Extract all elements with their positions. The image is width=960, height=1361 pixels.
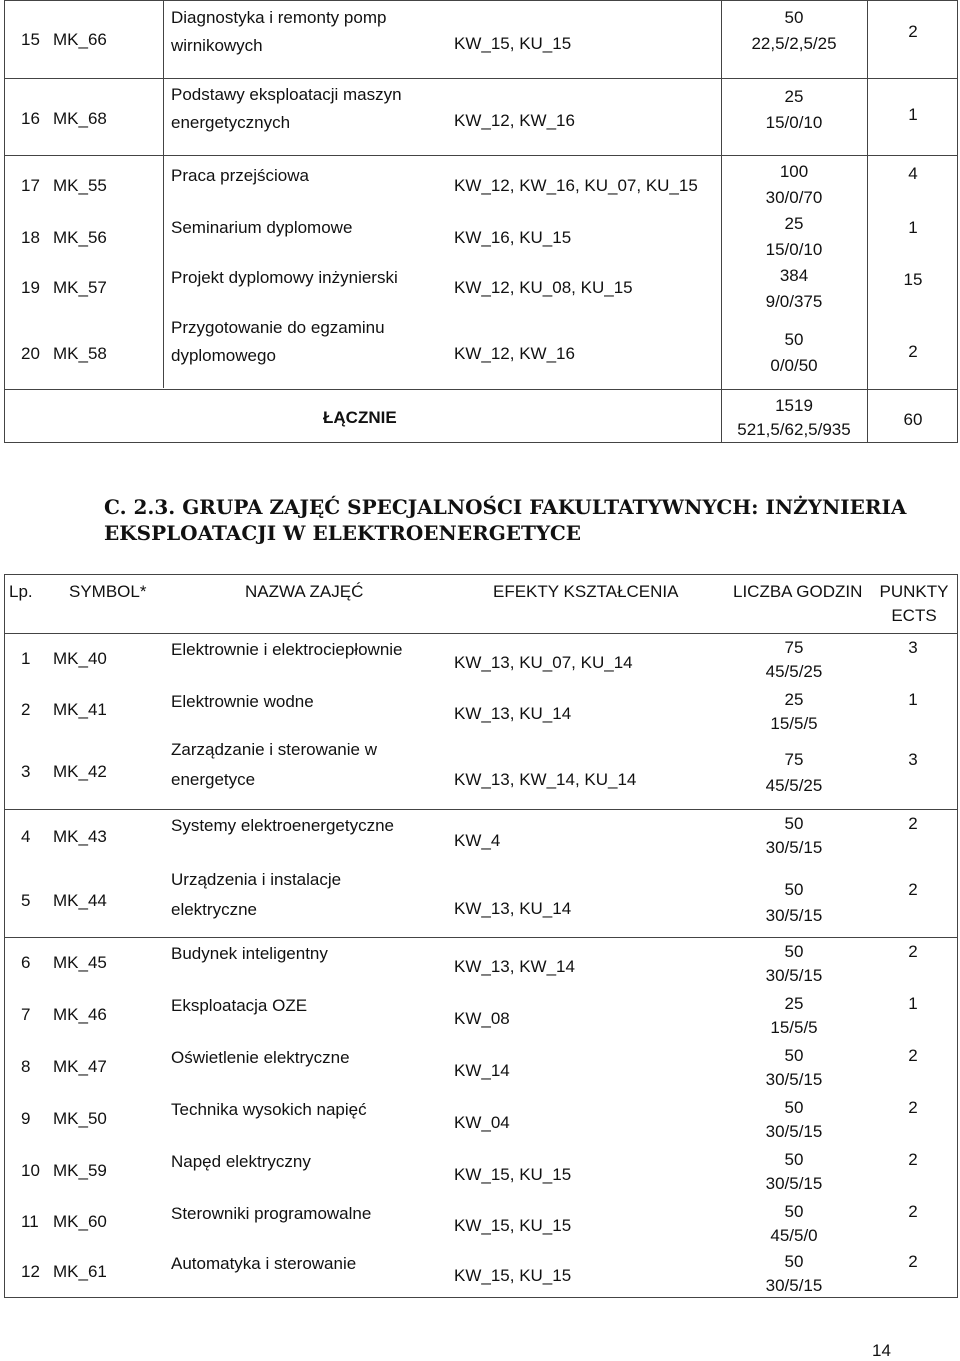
row-effects: KW_08 — [454, 1009, 510, 1028]
row-hours-total: 384 — [779, 266, 809, 285]
row-effects: KW_12, KW_16 — [454, 344, 575, 363]
header-ects-line2: ECTS — [891, 606, 937, 625]
top-table — [4, 0, 958, 443]
row-ects: 2 — [908, 1252, 918, 1271]
row-hours-total: 25 — [784, 214, 804, 233]
row-name-line2: energetyce — [171, 770, 256, 789]
row-name-line1: Systemy elektroenergetyczne — [171, 816, 394, 835]
row-symbol: MK_61 — [53, 1262, 107, 1281]
row-effects: KW_15, KU_15 — [454, 34, 572, 53]
table-row — [5, 1093, 959, 1145]
row-symbol: MK_43 — [53, 827, 107, 846]
row-effects: KW_12, KU_08, KU_15 — [454, 278, 633, 297]
row-lp: 2 — [21, 700, 31, 719]
row-hours-split: 30/5/15 — [765, 838, 823, 857]
row-lp: 4 — [21, 827, 31, 846]
row-effects: KW_4 — [454, 831, 501, 850]
row-lp: 18 — [21, 228, 40, 247]
table-row — [5, 313, 959, 389]
row-name-line1: Urządzenia i instalacje — [171, 870, 342, 889]
row-effects: KW_14 — [454, 1061, 510, 1080]
row-effects: KW_15, KU_15 — [454, 1266, 572, 1285]
row-effects: KW_12, KW_16, KU_07, KU_15 — [454, 176, 698, 195]
row-ects: 2 — [908, 1046, 918, 1065]
row-ects: 1 — [908, 218, 918, 237]
row-hours-split: 45/5/25 — [765, 776, 823, 795]
row-ects: 3 — [908, 750, 918, 769]
header-hours: LICZBA GODZIN — [733, 582, 863, 601]
section-heading-line2: EKSPLOATACJI W ELEKTROENERGETYCE — [104, 521, 581, 545]
row-effects: KW_16, KU_15 — [454, 228, 572, 247]
row-lp: 19 — [21, 278, 40, 297]
row-hours-total: 50 — [784, 1046, 804, 1065]
row-symbol: MK_55 — [53, 176, 107, 195]
table-row — [5, 937, 959, 989]
table-row — [5, 1145, 959, 1197]
table-row — [5, 155, 959, 209]
row-hours-split: 15/5/5 — [770, 714, 818, 733]
row-ects: 4 — [908, 164, 918, 183]
row-hours-total: 50 — [784, 1202, 804, 1221]
table-row — [5, 809, 959, 865]
row-symbol: MK_42 — [53, 762, 107, 781]
section-heading-line1: C. 2.3. GRUPA ZAJĘĆ SPECJALNOŚCI FAKULTATYWNYCH: INŻYNIERIA — [104, 495, 907, 519]
header-name: NAZWA ZAJĘĆ — [245, 582, 364, 601]
row-hours-split: 30/0/70 — [765, 188, 823, 207]
row-lp: 20 — [21, 344, 40, 363]
row-name-line1: Podstawy eksploatacji maszyn — [171, 85, 402, 104]
row-symbol: MK_44 — [53, 891, 107, 910]
row-symbol: MK_41 — [53, 700, 107, 719]
row-hours-split: 30/5/15 — [765, 1276, 823, 1295]
row-name-line1: Automatyka i sterowanie — [171, 1254, 357, 1273]
row-name-line2: energetycznych — [171, 113, 291, 132]
row-hours-split: 15/0/10 — [765, 113, 823, 132]
row-effects: KW_15, KU_15 — [454, 1216, 572, 1235]
row-effects: KW_13, KW_14, KU_14 — [454, 770, 637, 789]
row-hours-split: 22,5/2,5/25 — [751, 34, 837, 53]
row-hours-total: 75 — [784, 750, 804, 769]
row-hours-split: 45/5/25 — [765, 662, 823, 681]
header-symbol: SYMBOL* — [69, 582, 147, 601]
row-ects: 3 — [908, 638, 918, 657]
row-ects: 2 — [908, 942, 918, 961]
row-lp: 8 — [21, 1057, 31, 1076]
row-lp: 10 — [21, 1161, 40, 1180]
header-effects: EFEKTY KSZTAŁCENIA — [493, 582, 679, 601]
row-lp: 16 — [21, 109, 40, 128]
row-hours-split: 45/5/0 — [770, 1226, 818, 1245]
row-hours-total: 25 — [784, 994, 804, 1013]
table-row — [5, 1197, 959, 1247]
row-symbol: MK_40 — [53, 649, 107, 668]
row-lp: 6 — [21, 953, 31, 972]
row-hours-total: 75 — [784, 638, 804, 657]
row-hours-total: 50 — [784, 1150, 804, 1169]
table-row — [5, 78, 959, 155]
row-lp: 5 — [21, 891, 31, 910]
row-symbol: MK_56 — [53, 228, 107, 247]
row-ects: 2 — [908, 1098, 918, 1117]
row-symbol: MK_50 — [53, 1109, 107, 1128]
table-row — [5, 209, 959, 261]
row-symbol: MK_59 — [53, 1161, 107, 1180]
row-effects: KW_15, KU_15 — [454, 1165, 572, 1184]
row-name-line1: Technika wysokich napięć — [171, 1100, 367, 1119]
row-name-line1: Praca przejściowa — [171, 166, 309, 185]
total-label: ŁĄCZNIE — [323, 408, 397, 427]
row-ects: 2 — [908, 1150, 918, 1169]
row-effects: KW_13, KU_14 — [454, 704, 572, 723]
row-name-line1: Przygotowanie do egzaminu — [171, 318, 385, 337]
table-row — [5, 1041, 959, 1093]
row-effects: KW_13, KU_14 — [454, 899, 572, 918]
table-header — [5, 575, 959, 633]
row-ects: 15 — [903, 270, 923, 289]
row-ects: 2 — [908, 342, 918, 361]
row-ects: 2 — [908, 814, 918, 833]
table-row — [5, 633, 959, 685]
row-lp: 17 — [21, 176, 40, 195]
row-lp: 3 — [21, 762, 31, 781]
row-symbol: MK_58 — [53, 344, 107, 363]
row-symbol: MK_46 — [53, 1005, 107, 1024]
row-name-line1: Diagnostyka i remonty pomp — [171, 8, 387, 27]
row-ects: 1 — [908, 690, 918, 709]
row-lp: 11 — [21, 1212, 39, 1231]
row-lp: 9 — [21, 1109, 31, 1128]
row-hours-total: 50 — [784, 1252, 804, 1271]
row-name-line1: Sterowniki programowalne — [171, 1204, 372, 1223]
header-lp: Lp. — [9, 582, 33, 601]
row-name-line1: Seminarium dyplomowe — [171, 218, 353, 237]
row-ects: 2 — [908, 1202, 918, 1221]
bottom-table — [4, 574, 958, 1298]
table-row — [5, 1247, 959, 1297]
row-hours-split: 9/0/375 — [765, 292, 823, 311]
table-row — [5, 261, 959, 313]
row-lp: 1 — [21, 649, 31, 668]
row-ects: 2 — [908, 22, 918, 41]
row-hours-total: 50 — [784, 814, 804, 833]
row-effects: KW_04 — [454, 1113, 510, 1132]
row-hours-total: 50 — [784, 330, 804, 349]
row-effects: KW_12, KW_16 — [454, 111, 575, 130]
row-symbol: MK_47 — [53, 1057, 107, 1076]
header-ects-line1: PUNKTY — [879, 582, 949, 601]
row-hours-total: 100 — [779, 162, 809, 181]
row-hours-split: 30/5/15 — [765, 1070, 823, 1089]
row-name-line1: Zarządzanie i sterowanie w — [171, 740, 377, 759]
row-lp: 12 — [21, 1262, 40, 1281]
row-hours-total: 25 — [784, 690, 804, 709]
row-hours-split: 0/0/50 — [770, 356, 818, 375]
row-symbol: MK_45 — [53, 953, 107, 972]
row-symbol: MK_68 — [53, 109, 107, 128]
row-name-line2: wirnikowych — [171, 36, 263, 55]
page-number: 14 — [872, 1341, 891, 1360]
row-lp: 7 — [21, 1005, 31, 1024]
row-hours-split: 30/5/15 — [765, 1174, 823, 1193]
row-symbol: MK_66 — [53, 30, 107, 49]
total-hours: 1519 — [775, 396, 813, 415]
row-effects: KW_13, KU_07, KU_14 — [454, 653, 633, 672]
row-hours-total: 25 — [784, 87, 804, 106]
table-row — [5, 735, 959, 809]
row-effects: KW_13, KW_14 — [454, 957, 575, 976]
row-name-line1: Budynek inteligentny — [171, 944, 328, 963]
row-hours-split: 30/5/15 — [765, 966, 823, 985]
row-hours-split: 30/5/15 — [765, 906, 823, 925]
row-name-line1: Elektrownie i elektrociepłownie — [171, 640, 403, 659]
row-symbol: MK_60 — [53, 1212, 107, 1231]
row-hours-total: 50 — [784, 942, 804, 961]
total-row — [5, 389, 959, 443]
total-hours-split: 521,5/62,5/935 — [737, 420, 851, 439]
row-name-line1: Eksploatacja OZE — [171, 996, 308, 1015]
table-row — [5, 685, 959, 735]
row-hours-total: 50 — [784, 1098, 804, 1117]
row-hours-split: 30/5/15 — [765, 1122, 823, 1141]
row-name-line1: Napęd elektryczny — [171, 1152, 311, 1171]
row-hours-total: 50 — [784, 8, 804, 27]
row-name-line1: Elektrownie wodne — [171, 692, 314, 711]
row-ects: 2 — [908, 880, 918, 899]
table-row — [5, 865, 959, 937]
row-ects: 1 — [908, 105, 918, 124]
row-name-line1: Projekt dyplomowy inżynierski — [171, 268, 398, 287]
section-heading — [104, 494, 924, 546]
row-name-line1: Oświetlenie elektryczne — [171, 1048, 350, 1067]
table-row — [5, 1, 959, 78]
row-name-line2: dyplomowego — [171, 346, 276, 365]
row-hours-total: 50 — [784, 880, 804, 899]
row-name-line2: elektryczne — [171, 900, 257, 919]
row-lp: 15 — [21, 30, 40, 49]
row-ects: 1 — [908, 994, 918, 1013]
table-row — [5, 989, 959, 1041]
total-ects: 60 — [903, 410, 923, 429]
row-hours-split: 15/5/5 — [770, 1018, 818, 1037]
row-hours-split: 15/0/10 — [765, 240, 823, 259]
row-symbol: MK_57 — [53, 278, 107, 297]
